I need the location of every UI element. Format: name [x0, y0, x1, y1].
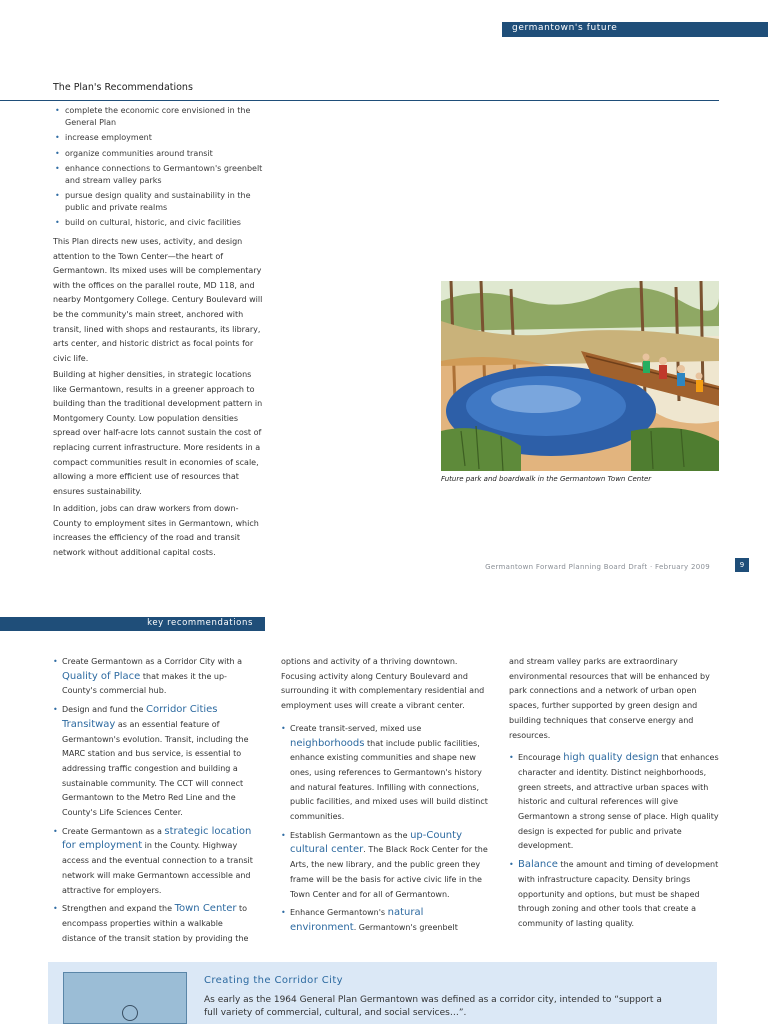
rec-text: as an essential feature of Germantown's evolution. Transit, including the MARC station and bus service, is essential to addressing traffic congestion and building a sustainable community. The CCT will connect Germantown to the Metro Red Line and the County's Life Sciences Center.: [62, 719, 249, 818]
park-boardwalk-illustration: [441, 281, 719, 471]
key-recommendations-label: key recommendations: [147, 618, 253, 628]
key-column-3: [509, 655, 719, 936]
rec-highlight: Quality of Place: [62, 670, 141, 682]
key-recommendation: [281, 722, 489, 825]
header-section-tag: germantown's future: [512, 23, 618, 33]
rec-text: Strengthen and expand the: [62, 904, 175, 914]
figure-caption: Future park and boardwalk in the Germantown Town Center: [441, 475, 652, 483]
rec-text: Design and fund the: [62, 705, 147, 715]
key-recommendation: [281, 906, 489, 935]
body-paragraph: This Plan directs new uses, activity, and design attention to the Town Center—the heart of Germantown. Its mixed uses will be complementary with the offices on the parallel route, MD 118, and nearby Montgomery College. Century Boulevard will be the community's main street, anchored with transit, lined with shops and restaurants, its library, arts center, and historic district as focal points for civic life.: [53, 237, 263, 363]
rec-text: the amount and timing of development with infrastructure capacity. Density brings opportunity and options, but must be shaped through zoning and other tools that create a community of lasting quality.: [518, 860, 719, 928]
sidebar-title: Creating the Corridor City: [204, 975, 343, 986]
key-column-2: [281, 655, 489, 940]
rec-text: Establish Germantown as the: [290, 830, 411, 840]
body-paragraph: In addition, jobs can draw workers from down-County to employment sites in Germantown, which increases the efficiency of the road and transit network without additional capital costs.: [53, 504, 259, 557]
bullet-item: • enhance connections to Germantown's greenbelt and stream valley parks: [53, 163, 263, 186]
bullet-item: • complete the economic core envisioned in the General Plan: [53, 105, 263, 128]
rec-highlight: neighborhoods: [290, 737, 365, 749]
sidebar-map-image: [63, 972, 187, 1024]
rec-highlight: natural environment: [290, 907, 424, 933]
bullet-item: • organize communities around transit: [53, 148, 263, 160]
recommendation-bullet-list: [53, 105, 263, 233]
key-recommendation: [509, 858, 719, 932]
key-recommendation: [53, 703, 258, 821]
rec-text: to encompass properties within a walkable distance of the transit station by providing the: [62, 904, 249, 943]
continued-text: and stream valley parks are extraordinary environmental resources that will be enhanced by park connections and a network of urban open spaces, further supported by green design and building techniques that conserve energy and resources.: [509, 657, 710, 740]
rec-highlight: high quality design: [563, 752, 659, 764]
rec-text: that makes it the up-County's commercial hub.: [62, 671, 227, 696]
rec-highlight: Balance: [518, 859, 558, 871]
rec-text: that enhances character and identity. Distinct neighborhoods, green streets, and attractive urban spaces with historic and cultural references will give Germantown a strong sense of place. High quality design is expected for public and private development.: [518, 753, 719, 851]
rec-text: Create transit-served, mixed use: [290, 723, 422, 733]
rec-text: Create Germantown as a Corridor City with a: [62, 657, 242, 666]
page-footer: Germantown Forward Planning Board Draft · February 2009: [485, 563, 710, 571]
rec-highlight: strategic location for employment: [62, 825, 252, 852]
key-recommendation: [281, 829, 489, 903]
key-recommendation: [53, 825, 258, 899]
section-divider: [0, 100, 719, 101]
key-column-1: [53, 655, 258, 950]
key-recommendation: [53, 902, 258, 946]
rec-text: . Germantown's greenbelt: [353, 922, 458, 932]
rec-text: that include public facilities, enhance existing communities and shape new ones, using references to Germantown's history and natural features. Infilling with connections, public facilities, and mixed uses will build distinct communities.: [290, 738, 488, 822]
rec-highlight: Town Center: [174, 903, 237, 915]
sidebar-text: As early as the 1964 General Plan Germantown was defined as a corridor city, intended to “support a full variety of commercial, cultural, and social services…”.: [204, 995, 662, 1018]
rec-highlight: up-County cultural center: [290, 829, 462, 856]
bullet-item: • pursue design quality and sustainability in the public and private realms: [53, 190, 263, 213]
rec-highlight: Corridor Cities Transitway: [62, 704, 218, 730]
header-section-band: [502, 22, 768, 37]
body-paragraph: Building at higher densities, in strategic locations like Germantown, results in a greener approach to building than the traditional development pattern in Montgomery County. Low population densities spread over half-acre lots cannot sustain the cost of replacing current infrastructure. More residents in a compact communities result in economies of scale, allowing a more efficient use of resources that ensures sustainability.: [53, 370, 263, 496]
bullet-item: • increase employment: [53, 132, 263, 144]
section-title: The Plan's Recommendations: [53, 82, 193, 93]
rec-text: Create Germantown as a: [62, 826, 165, 836]
key-recommendation: [509, 751, 719, 854]
continued-text: options and activity of a thriving downtown. Focusing activity along Century Boulevard and surrounding it with complementary residential and employment uses will create a vibrant center.: [281, 657, 485, 711]
rec-text: in the County. Highway access and the eventual connection to a transit network will make Germantown accessible and attractive for employers.: [62, 841, 253, 895]
rec-text: . The Black Rock Center for the Arts, the new library, and the public green they frame will be the basis for active civic life in the Town Center and for all of Germantown.: [290, 845, 488, 899]
corridor-city-sidebar: [48, 962, 717, 1024]
rec-text: Encourage: [518, 753, 564, 763]
page-number-badge: 9: [735, 558, 749, 572]
key-recommendations-band: [0, 617, 265, 631]
map-marker-icon: [122, 1005, 138, 1021]
key-recommendation: [53, 655, 258, 699]
rec-text: Enhance Germantown's: [290, 908, 388, 918]
bullet-item: • build on cultural, historic, and civic facilities: [53, 217, 263, 229]
